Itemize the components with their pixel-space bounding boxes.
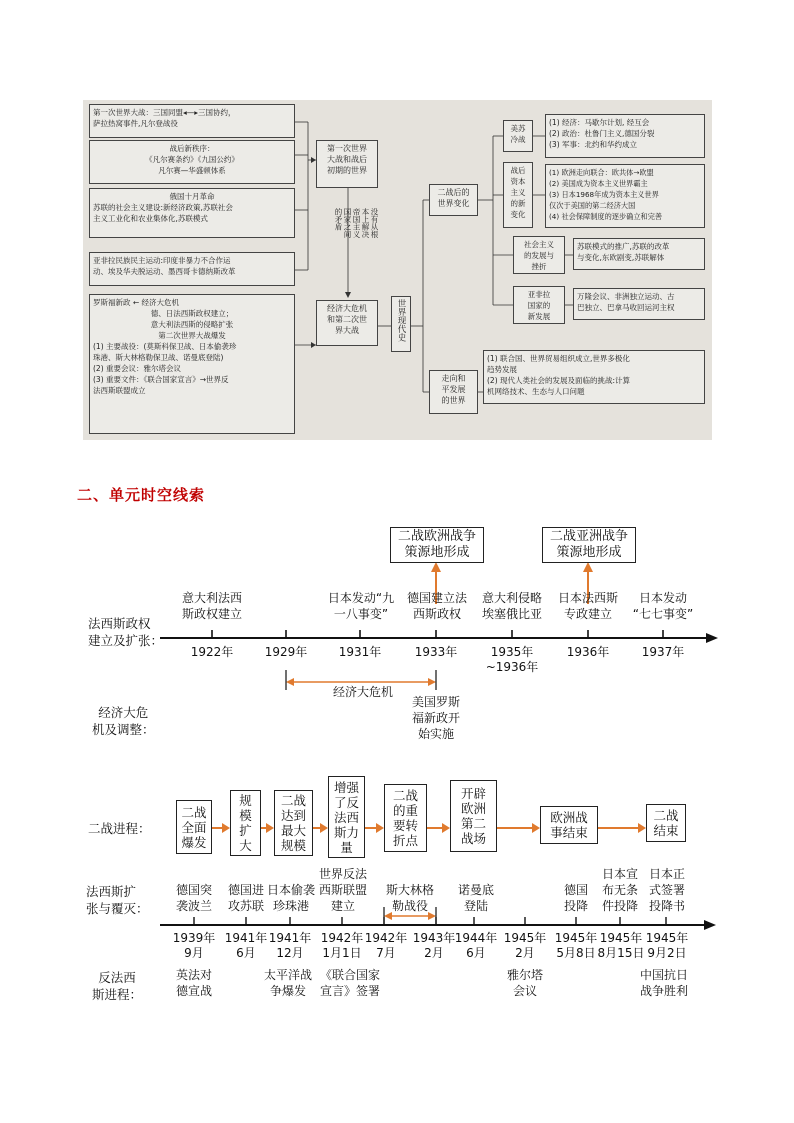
ww2-line: 第二次世界大战爆发 [158,331,226,340]
year-1931: 1931年 [338,645,382,659]
event-japan-fascism [550,590,626,622]
stage-line: 增强 [333,779,359,795]
date-line: 8月15日 [597,946,645,960]
event-line: 攻苏联 [227,899,264,913]
event-allied-alliance [316,866,370,914]
postwar-line: 凡尔赛—华盛顿体系 [158,166,226,175]
stage-line: 二战 [653,808,679,823]
asia-line: 动、埃及华夫脱运动、墨西哥卡德纳斯改革 [93,267,236,276]
box-europe-line: 策源地形成 [404,545,470,560]
row-label-fascist-rise-fall [86,883,149,917]
event-marco-polo-bridge [624,590,702,622]
section-heading: 二、单元时空线索 [77,486,206,504]
year-1936: 1936年 [566,645,610,659]
timeline-2-arrowhead [704,920,716,930]
date-line: 1942年 [364,931,408,945]
event-line: 日本宣 [601,867,638,881]
box-asia-line: 策源地形成 [556,545,622,560]
sub-developing-countries [513,286,565,324]
date-1941-12 [266,931,314,961]
new-deal-line: 美国罗斯 [411,695,460,709]
crisis-span-left [286,678,294,686]
date-1944-6 [452,931,500,961]
date-line: 6月 [466,946,486,960]
year-1937: 1937年 [641,645,685,659]
detail-developing-line: 万隆会议、非洲独立运动、古 [577,292,675,301]
detail-socialist-line: 苏联模式的推广,苏联的改革 [577,242,670,251]
event-line: 登陆 [463,899,488,913]
detail-coldwar-line: (2) 政治：杜鲁门主义,德国分裂 [549,129,655,138]
stage-antifascist-strength [328,776,365,858]
date-1945-8-15 [594,931,648,961]
event-line: 会议 [512,984,537,998]
box-europe-line: 二战欧洲战争 [397,529,476,544]
ww1-line: 第一次世界大战：三国同盟◂—▸三国协约， [93,108,236,117]
date-line: 1941年 [268,931,312,945]
event-line: 意大利侵略 [481,591,542,605]
year-1933: 1933年 [414,645,458,659]
contradiction-col: 帝国主义 [352,208,361,238]
row-label-line: 斯进程： [92,987,143,1002]
detail-coldwar-line: (3) 军事：北约和华约成立 [549,140,638,149]
stage-war-end [646,804,686,842]
event-line: 日本发动“九 [327,591,395,605]
detail-capitalist-line: (3) 日本1968年成为资本主义世界 [549,190,659,199]
stage-line: 法西 [333,809,359,825]
event-line: 埃塞俄比亚 [481,607,542,621]
row-label-line: 法西斯扩 [86,884,137,899]
detail-coldwar-line: (1) 经济：马歇尔计划, 经互会 [549,118,650,127]
hub-world-war-one [316,140,378,188]
stage-line: 扩 [239,823,252,838]
stage-line: 了反 [333,794,359,810]
stage-line: 战场 [460,831,486,846]
row-label-line: 建立及扩张： [88,633,164,648]
event-line: “七七事变” [632,607,694,621]
sub-capitalist-line: 变化 [510,210,526,219]
stage-line: 爆发 [181,834,207,850]
event-line: 日本正 [648,867,685,881]
stage-war-expansion [230,790,261,856]
hub-peace-line: 的世界 [441,396,466,405]
event-invade-ussr [222,882,270,914]
event-pearl-harbor [264,882,318,914]
stage-line: 折点 [392,833,418,848]
crisis-label: 经济大危机 [332,685,393,699]
detail-developing-line: 巴独立、巴拿马收回运河主权 [577,303,675,312]
event-stalingrad [380,882,440,914]
event-line: 一八事变” [333,607,389,621]
stage-line: 开辟 [460,786,486,801]
ww2-line: 罗斯福新政 ← 经济大危机 [93,298,180,307]
row-label-fascist-regimes [88,615,163,649]
event-line: 建立 [330,899,355,913]
event-line: 德宣战 [175,984,212,998]
hub-postwar-line: 世界变化 [437,199,470,208]
box-national-movements [89,252,295,286]
sub-coldwar-line: 冷战 [510,135,526,144]
contradiction-col: 国家之间 [343,208,352,238]
date-1943-2 [410,931,458,961]
event-line: 袭波兰 [175,899,212,913]
event-line: 德国建立法 [406,591,467,605]
date-line: 1945年 [599,931,643,945]
center-text: 世界现代史 [396,299,406,342]
detail-socialist-line: 与变化,东欧剧变,苏联解体 [577,253,665,262]
event-china-victory [632,967,696,999]
detail-peace-line: (1) 联合国、世界贸易组织成立,世界多极化 [487,354,630,363]
row-label-antifascist [92,969,142,1003]
ww2-line: (3) 重要文件：《联合国家宣言》→世界反 [93,375,229,384]
ww2-line: (2) 重要会议：雅尔塔会议 [93,364,182,373]
contradiction-col: 的矛盾 [334,208,343,231]
sub-socialist-line: 挫折 [531,262,547,271]
event-yalta [500,967,550,999]
contradiction-col: 本上解决 [361,208,370,238]
hub-peaceful-development [429,370,478,414]
detail-capitalist-line: (4) 社会保障制度的逐步确立和完善 [549,212,663,221]
knowledge-structure-photo [83,100,712,440]
date-line: 7月 [376,946,396,960]
stage-line: 大 [239,838,252,853]
date-line: 1943年 [412,931,456,945]
contradiction-col: 没有从根 [370,208,379,238]
event-mukden-incident [316,590,406,622]
sub-socialism [513,236,565,274]
event-line: 西斯政权 [412,607,461,621]
box-asia-line: 二战亚洲战争 [549,529,628,544]
event-line: 斯大林格 [385,883,434,897]
date-line: 1944年 [454,931,498,945]
event-normandy [452,882,500,914]
detail-socialism [573,238,705,270]
sub-socialist-line: 的发展与 [524,251,554,260]
event-line: 英法对 [175,968,212,982]
stage-line: 第二 [460,816,486,831]
detail-peace [483,350,705,404]
detail-capitalist-line: (2) 美国成为资本主义世界霸主 [549,179,648,188]
event-declare-war [168,967,220,999]
event-new-deal [406,694,466,742]
hub-ww1-line: 初期的世界 [327,166,367,175]
event-invade-poland [170,882,218,914]
hub-world-war-two [316,300,378,346]
crisis-span-right [428,678,436,686]
event-german-fascism [404,590,470,622]
date-1939-9 [170,931,218,961]
event-line: 诺曼底 [457,883,494,897]
detail-peace-line: (2) 现代人类社会的发展及面临的挑战:计算 [487,376,631,385]
stage-line: 斯力 [333,824,359,840]
date-line: 1941年 [224,931,268,945]
row-label-line: 反法西 [98,970,136,985]
ww1-line: 萨拉热窝事件,凡尔登战役 [93,119,178,128]
event-line: 专政建立 [563,607,612,621]
event-line: 德国突 [175,883,212,897]
event-line: 宣言》签署 [319,984,380,998]
date-line: 1942年 [320,931,364,945]
stage-line: 的重 [392,803,418,818]
row-label-line: 经济大危 [98,705,149,720]
date-line: 1945年 [503,931,547,945]
date-1941-6 [222,931,270,961]
contradiction-note [334,208,379,278]
stage-line: 要转 [392,818,418,833]
hub-ww2-line: 经济大危机 [327,304,367,313]
new-deal-line: 福新政开 [411,711,460,725]
stage-line: 欧洲 [460,801,486,816]
russia-line: 主义工业化和农业集体化,苏联模式 [93,214,208,223]
event-line: 日本偷袭 [266,883,315,897]
stage-war-outbreak [176,800,212,854]
stage-line: 最大 [280,823,306,838]
event-surrender-signed [644,866,690,914]
event-line: 争爆发 [269,984,306,998]
ww2-line: 珠港、斯大林格勒保卫战、诺曼底登陆) [93,353,224,362]
hub-ww1-line: 大战和战后 [327,155,367,164]
sub-developing-line: 新发展 [527,312,551,321]
year-1929: 1929年 [264,645,308,659]
date-line: 2月 [515,946,535,960]
sub-socialist-line: 社会主义 [524,240,554,249]
event-line: 投降书 [648,899,685,913]
event-line: 中国抗日 [639,968,688,982]
hub-ww2-line: 和第二次世 [327,315,367,324]
sub-developing-line: 亚非拉 [527,290,551,299]
asia-line: 亚非拉民族民主运动:印度非暴力不合作运 [93,256,231,265]
stage-war-maximum [274,790,313,856]
ww2-line: 法西斯联盟成立 [93,386,146,395]
sub-coldwar-line: 美苏 [510,124,526,133]
date-line: 6月 [236,946,256,960]
box-asia-war-origin [542,527,636,563]
stage-line: 规模 [280,838,306,853]
date-line: 1月1日 [322,946,362,960]
box-world-war-one [89,104,295,138]
postwar-line: 战后新秩序： [169,144,215,153]
stage-second-front [450,780,497,852]
row-label-line: 张与覆灭： [86,901,149,916]
stage-turning-point [384,784,427,852]
detail-peace-line: 机网络技术、生态与人口问题 [487,387,585,396]
date-line: 1939年 [172,931,216,945]
arrow-europe-head [431,562,441,572]
stage-line: 达到 [280,808,306,823]
stage-line: 事结束 [550,825,588,840]
event-line: 日本法西斯 [557,591,618,605]
hub-ww1-line: 第一次世界 [327,144,367,153]
event-japan-surrender [598,866,642,914]
sub-developing-line: 国家的 [527,301,551,310]
timeline-1-arrowhead [706,633,718,643]
event-line: 勒战役 [391,899,428,913]
row-label-crisis [92,704,155,738]
event-italy-fascism [168,590,256,622]
ww2-line: 意大利法西斯的侵略扩张 [150,320,234,329]
event-line: 投降 [563,899,588,913]
date-1942-1-1 [318,931,366,961]
year-1935: 1935年 [490,645,534,659]
stage-line: 全面 [181,819,207,835]
year-1936-range: ~1936年 [485,660,539,674]
stage-line: 欧洲战 [550,810,588,825]
detail-peace-line: 趋势发展 [487,365,517,374]
event-line: 件投降 [601,899,638,913]
box-europe-war-origin [390,527,484,563]
hub-peace-line: 平发展 [441,385,466,394]
box-world-war-two [89,294,295,434]
sub-capitalist-line: 战后 [510,166,526,175]
date-1942-7 [362,931,410,961]
sub-cold-war [503,120,533,152]
event-line: 德国进 [227,883,264,897]
stage-line: 规 [239,793,252,808]
stage-line: 模 [239,808,252,823]
event-un-declaration [312,967,388,999]
stage-europe-war-end [540,806,598,844]
sub-capitalist-line: 主义 [510,188,526,197]
hub-ww2-line: 界大战 [335,326,359,335]
russia-line: 俄国十月革命 [169,192,215,201]
event-line: 日本发动 [638,591,687,605]
event-line: 式签署 [648,883,685,897]
sub-capitalist-line: 的新 [510,199,526,208]
center-modern-history [391,296,411,352]
box-russian-revolution [89,188,295,238]
detail-capitalist-line: (1) 欧洲走向联合：欧共体→欧盟 [549,168,654,177]
sub-capitalism [503,162,533,228]
date-line: 1945年 [645,931,689,945]
postwar-line: 《凡尔赛条约》《九国公约》 [145,155,239,164]
event-pacific-war [256,967,320,999]
row-label-line: 法西斯政权 [88,616,151,631]
stage-line: 二战 [280,793,306,808]
stage-line: 结束 [653,823,679,838]
date-line: 9月2日 [647,946,687,960]
event-line: 意大利法西 [181,591,242,605]
detail-capitalist-line: 仅次于美国的第二经济大国 [549,201,636,210]
date-1945-9-2 [642,931,692,961]
event-line: 斯政权建立 [181,607,242,621]
row-label-line: 机及调整： [92,722,155,737]
stage-line: 量 [340,839,353,855]
date-1945-2 [501,931,549,961]
event-line: 西斯联盟 [318,883,367,897]
hub-postwar-line: 二战后的 [437,188,470,197]
arrow-asia-head [583,562,593,572]
ww2-line: (1) 主要战役：(莫斯科保卫战、日本偷袭珍 [93,342,237,351]
event-italy-ethiopia [474,590,550,622]
date-line: 2月 [424,946,444,960]
detail-developing [573,288,705,320]
event-line: 《联合国家 [319,968,380,982]
hub-peace-line: 走向和 [441,374,466,383]
event-germany-surrender [554,882,598,914]
russia-line: 苏联的社会主义建设:新经济政策,苏联社会 [93,203,233,212]
date-line: 9月 [184,946,204,960]
event-line: 布无条 [601,883,638,897]
hub-postwar-changes [429,184,478,216]
event-line: 战争胜利 [639,984,688,998]
event-line: 世界反法 [318,867,367,881]
date-line: 5月8日 [556,946,596,960]
stage-line: 二战 [181,804,207,820]
ww2-line: 德、日法西斯政权建立； [150,309,234,318]
event-line: 德国 [563,883,588,897]
event-line: 珍珠港 [272,899,309,913]
row-label-war-progress: 二战进程： [88,821,151,836]
year-1922: 1922年 [190,645,234,659]
date-line: 1945年 [554,931,598,945]
box-postwar-order [89,140,295,184]
stage-line: 二战 [392,788,418,803]
detail-capitalism [545,164,705,228]
sub-capitalist-line: 资本 [510,177,526,186]
date-line: 12月 [276,946,304,960]
event-line: 太平洋战 [263,968,312,982]
event-line: 雅尔塔 [506,968,543,982]
new-deal-line: 始实施 [417,727,454,741]
detail-cold-war [545,114,705,158]
